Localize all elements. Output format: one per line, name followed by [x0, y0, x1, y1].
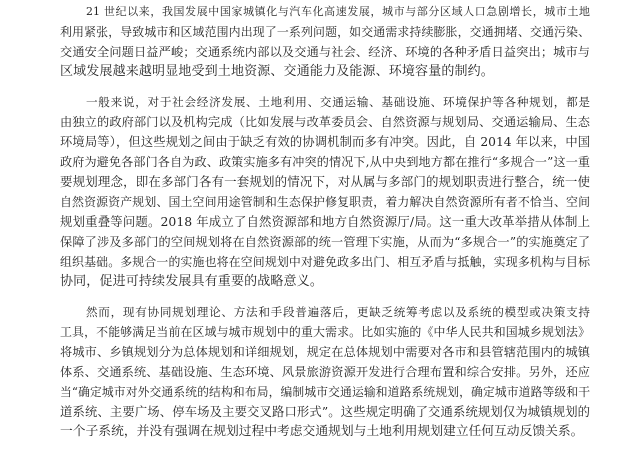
- text-line: 然而，现有协同规划理论、方法和手段普遍落后，更缺乏统筹考虑以及系统的模型或决策支持: [86, 305, 590, 319]
- text-line: 组织基础。多规合一的实施也将在空间规划中对避免政多出门、相互矛盾与抵触，实现多机构与目标: [60, 255, 590, 269]
- text-line: 利用紧张，导致城市和区域范围内出现了一系列问题，如交通需求持续膨胀，交通拥堵、交通污染、: [60, 25, 590, 39]
- text-line: 工具，不能够满足当前在区域与城市规划中的重大需求。比如实施的《中华人民共和国城乡规划法》: [60, 325, 590, 339]
- text-line: 协同，促进可持续发展具有重要的战略意义。: [60, 274, 324, 289]
- text-line: 保障了涉及多部门的空间规划将在自然资源部的统一管理下实施，从而为“多规合一”的实施奠定了: [60, 235, 590, 249]
- text-line: 当“确定城市对外交通系统的结构和布局，编制城市交通运输和道路系统规划，确定城市道路等级和干: [60, 385, 590, 399]
- text-line: 区域发展越来越明显地受到土地资源、交通能力及能源、环境容量的制约。: [60, 64, 494, 79]
- text-line: 一个子系统，并没有强调在规划过程中考虑交通规划与土地利用规划建立任何互动反馈关系。: [60, 424, 584, 439]
- paragraph-multi-plan-integration: [60, 92, 590, 292]
- text-line: 规划重叠等问题。2018 年成立了自然资源部和地方自然资源厅/局。这一重大改革举措从体制上: [60, 214, 590, 229]
- text-line: 环境局等），但这些规划之间由于缺乏有效的协调机制而多有冲突。因此，自 2014 年以来，中国: [60, 135, 590, 149]
- text-line: 由独立的政府部门以及机构完成（比如发展与改革委员会、自然资源与规划局、交通运输局、生态: [60, 115, 590, 129]
- paragraph-planning-law: [60, 302, 590, 442]
- text-line: 政府为避免各部门各自为政、政策实施多有冲突的情况下,从中央到地方都在推行“多规合一”这一重: [60, 155, 590, 169]
- text-line: 体系、交通系统、基础设施、生态环境、风景旅游资源开发进行合理布置和综合安排。另外，还应: [60, 365, 590, 379]
- text-line: 自然资源资产规划、国土空间用途管制和生态保护修复职责，着力解决自然资源所有者不恰当、空间: [60, 195, 590, 209]
- text-line: 一般来说，对于社会经济发展、土地利用、交通运输、基础设施、环境保护等各种规划，都是: [86, 95, 590, 109]
- text-line: 交通安全问题日益严峻；交通系统内部以及交通与社会、经济、环境的各种矛盾日益突出；城市与: [60, 45, 590, 59]
- text-line: 将城市、乡镇规划分为总体规划和详细规划，规定在总体规划中需要对各市和县管辖范围内的城镇: [60, 345, 590, 359]
- text-line: 要规划理念，即在多部门各有一套规划的情况下，对从属与多部门的规划职责进行整合，统一使: [60, 174, 590, 189]
- paragraph-urbanization-problems: [60, 2, 590, 82]
- text-line: 21 世纪以来，我国发展中国家城镇化与汽车化高速发展，城市与部分区域人口急剧增长，城市土地: [86, 5, 590, 18]
- text-line: 道系统、主要广场、停车场及主要交叉路口形式”。这些规定明确了交通系统规划仅为城镇规划的: [60, 405, 590, 419]
